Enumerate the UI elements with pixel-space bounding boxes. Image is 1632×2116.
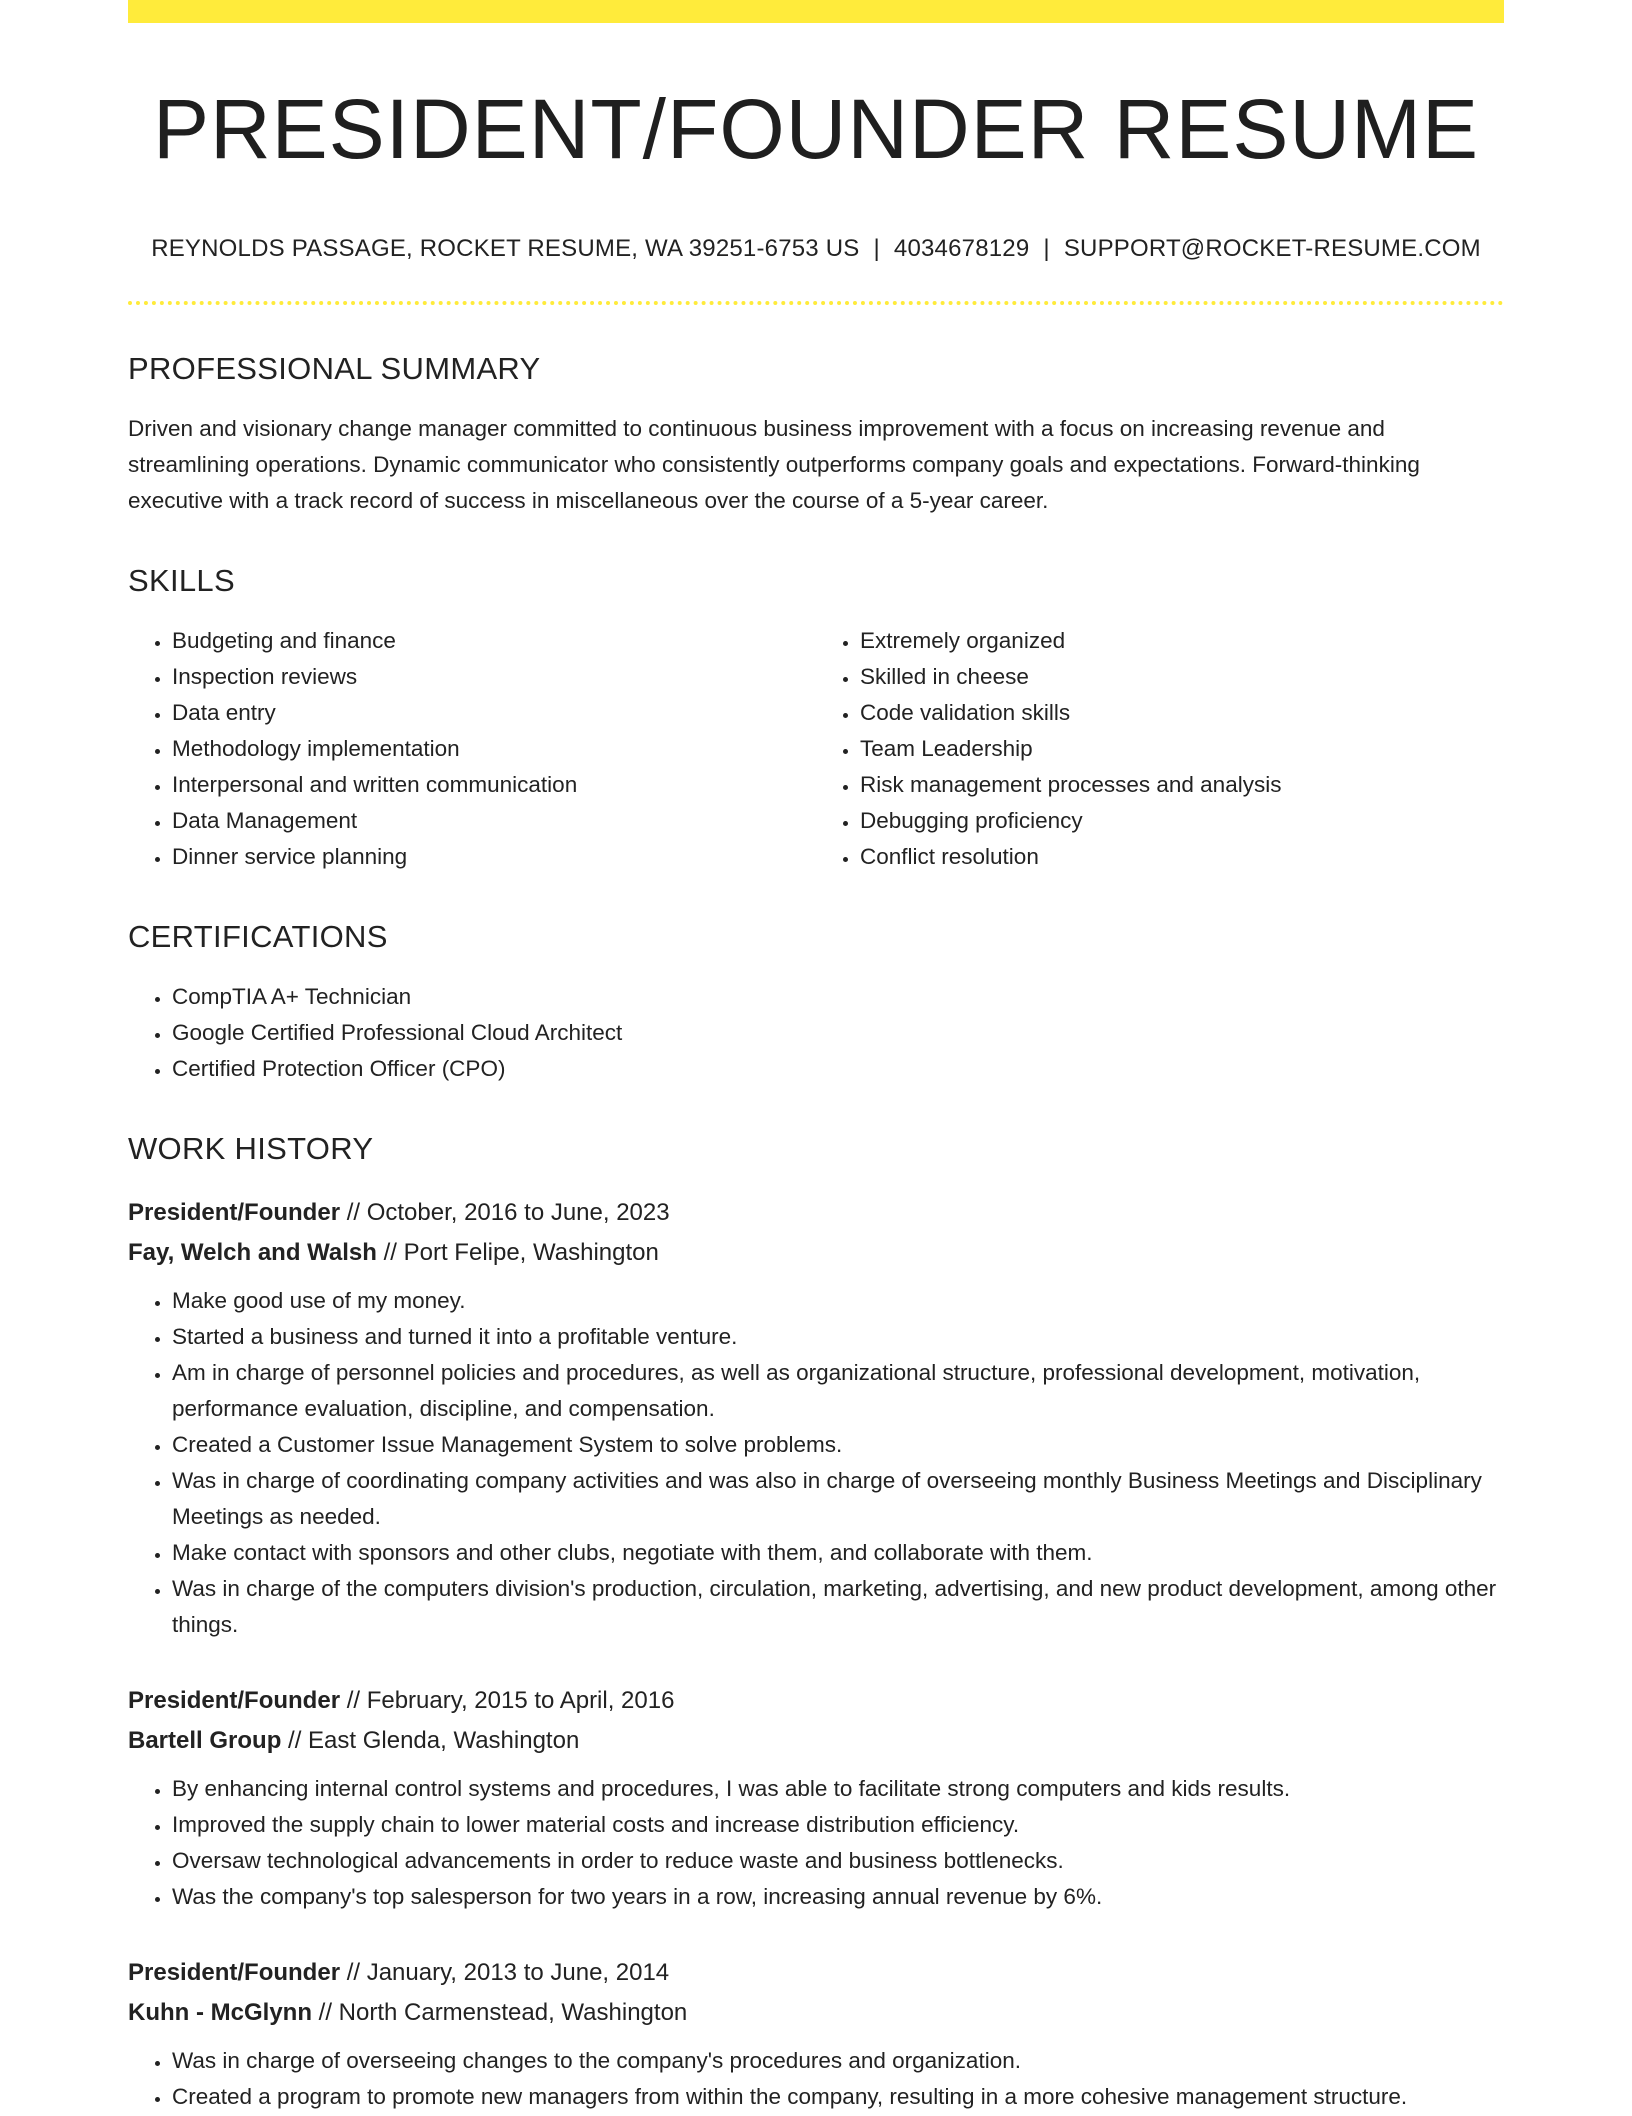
job-location: // North Carmenstead, Washington bbox=[311, 1999, 688, 2027]
job-bullet: • Started a business and turned it into a profitable venture. bbox=[172, 1319, 1504, 1355]
job-bullet: • Make good use of my money. bbox=[172, 1283, 1504, 1319]
job-title: President/Founder bbox=[128, 1687, 341, 1715]
job-company-line bbox=[128, 1721, 1504, 1761]
contact-phone: 4034678129 bbox=[893, 235, 1030, 263]
job-dates: // October, 2016 to June, 2023 bbox=[340, 1199, 670, 1227]
job-company: Bartell Group bbox=[128, 1727, 282, 1755]
job-bullets bbox=[128, 2043, 1504, 2115]
skill-item: • Budgeting and finance bbox=[172, 623, 816, 659]
certifications-heading: CERTIFICATIONS bbox=[128, 919, 388, 955]
job-bullet: • Was in charge of overseeing changes to the company's procedures and organization. bbox=[172, 2043, 1504, 2079]
job-title: President/Founder bbox=[128, 1199, 341, 1227]
job-location: // East Glenda, Washington bbox=[281, 1727, 580, 1755]
job-bullet: • Make contact with sponsors and other clubs, negotiate with them, and collaborate with them. bbox=[172, 1535, 1504, 1571]
job-company: Fay, Welch and Walsh bbox=[128, 1239, 377, 1267]
accent-top-bar bbox=[128, 0, 1504, 23]
job-bullet: • Improved the supply chain to lower material costs and increase distribution efficiency. bbox=[172, 1807, 1504, 1843]
dotted-divider bbox=[128, 301, 1504, 305]
contact-line bbox=[128, 235, 1504, 263]
skills-columns bbox=[128, 623, 1504, 875]
job-location: // Port Felipe, Washington bbox=[376, 1239, 659, 1267]
skill-item: • Extremely organized bbox=[860, 623, 1504, 659]
job-bullet: • Am in charge of personnel policies and procedures, as well as organizational structure, professional development, motivation, performance evaluation, discipline, and compensation. bbox=[172, 1355, 1504, 1427]
job-entry bbox=[128, 1953, 1504, 2115]
job-title-line bbox=[128, 1681, 1504, 1721]
job-title-line bbox=[128, 1953, 1504, 1993]
job-bullet: • Was in charge of coordinating company activities and was also in charge of overseeing monthly Business Meetings and Disciplinary Meetings as needed. bbox=[172, 1463, 1504, 1535]
skill-item: • Data Management bbox=[172, 803, 816, 839]
job-bullets bbox=[128, 1771, 1504, 1915]
certification-item: • Certified Protection Officer (CPO) bbox=[172, 1051, 1504, 1087]
contact-separator: | bbox=[1043, 235, 1050, 263]
certifications-list bbox=[128, 979, 1504, 1087]
job-company: Kuhn - McGlynn bbox=[128, 1999, 312, 2027]
skills-heading: SKILLS bbox=[128, 563, 235, 599]
certification-item: • Google Certified Professional Cloud Architect bbox=[172, 1015, 1504, 1051]
job-entry bbox=[128, 1193, 1504, 1643]
job-title: President/Founder bbox=[128, 1959, 341, 1987]
job-bullet: • By enhancing internal control systems and procedures, I was able to facilitate strong computers and kids results. bbox=[172, 1771, 1504, 1807]
job-bullet: • Oversaw technological advancements in order to reduce waste and business bottlenecks. bbox=[172, 1843, 1504, 1879]
job-company-line bbox=[128, 1233, 1504, 1273]
skills-list-left bbox=[128, 623, 816, 875]
skill-item: • Interpersonal and written communication bbox=[172, 767, 816, 803]
resume-content bbox=[128, 0, 1504, 2115]
skill-item: • Code validation skills bbox=[860, 695, 1504, 731]
work-history-heading: WORK HISTORY bbox=[128, 1131, 374, 1167]
job-company-line bbox=[128, 1993, 1504, 2033]
skill-item: • Data entry bbox=[172, 695, 816, 731]
job-dates: // February, 2015 to April, 2016 bbox=[340, 1687, 675, 1715]
skills-list-right bbox=[816, 623, 1504, 875]
job-bullet: • Was in charge of the computers division's production, circulation, marketing, advertising, and new product development, among other things. bbox=[172, 1571, 1504, 1643]
skill-item: • Methodology implementation bbox=[172, 731, 816, 767]
job-dates: // January, 2013 to June, 2014 bbox=[340, 1959, 670, 1987]
job-bullets bbox=[128, 1283, 1504, 1643]
skill-item: • Skilled in cheese bbox=[860, 659, 1504, 695]
summary-text: Driven and visionary change manager committed to continuous business improvement with a focus on increasing revenue and streamlining operations. Dynamic communicator who consistently outperforms company goals and expectations. Forward-thinking executive with a track record of success in miscellaneous over the course of a 5-year career. bbox=[128, 416, 1420, 514]
skill-item: • Debugging proficiency bbox=[860, 803, 1504, 839]
contact-email: SUPPORT@ROCKET-RESUME.COM bbox=[1063, 235, 1481, 263]
job-bullet: • Was the company's top salesperson for two years in a row, increasing annual revenue by 6%. bbox=[172, 1879, 1504, 1915]
resume-title: PRESIDENT/FOUNDER RESUME bbox=[152, 82, 1480, 176]
job-title-line bbox=[128, 1193, 1504, 1233]
contact-address: REYNOLDS PASSAGE, ROCKET RESUME, WA 39251-6753 US bbox=[151, 235, 860, 263]
job-bullet: • Created a Customer Issue Management System to solve problems. bbox=[172, 1427, 1504, 1463]
skill-item: • Dinner service planning bbox=[172, 839, 816, 875]
job-entry bbox=[128, 1681, 1504, 1915]
skill-item: • Conflict resolution bbox=[860, 839, 1504, 875]
skill-item: • Inspection reviews bbox=[172, 659, 816, 695]
summary-heading: PROFESSIONAL SUMMARY bbox=[128, 351, 541, 387]
skill-item: • Team Leadership bbox=[860, 731, 1504, 767]
contact-separator: | bbox=[873, 235, 880, 263]
certification-item: • CompTIA A+ Technician bbox=[172, 979, 1504, 1015]
skill-item: • Risk management processes and analysis bbox=[860, 767, 1504, 803]
job-bullet: • Created a program to promote new managers from within the company, resulting in a more cohesive management structure. bbox=[172, 2079, 1504, 2115]
